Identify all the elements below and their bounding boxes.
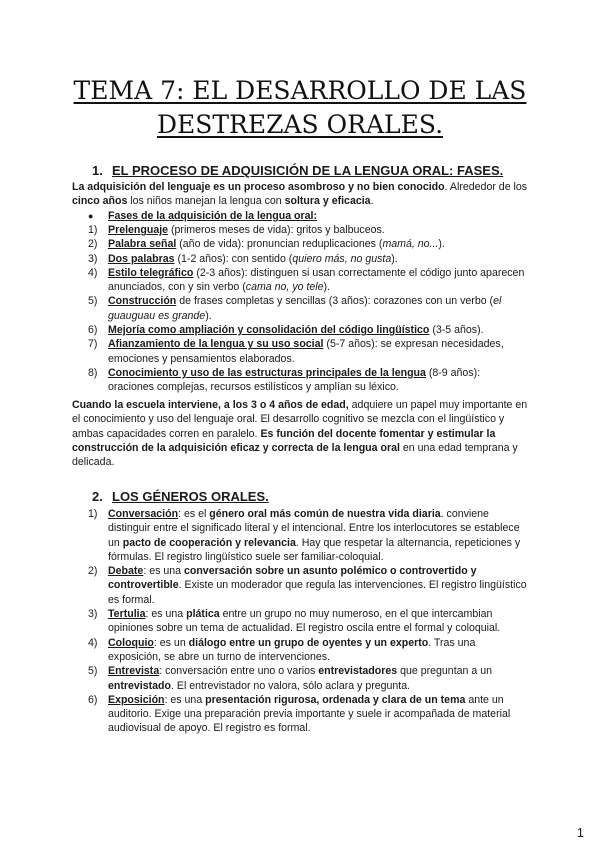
bullet-label: Fases de la adquisición de la lengua oral:: [108, 210, 317, 222]
phase-text: (primeros meses de vida): gritos y balbuceos.: [168, 224, 385, 236]
genre-text: . El entrevistador no valora, sólo aclara y pregunta.: [171, 679, 411, 692]
genre-term: Conversación: [108, 508, 179, 520]
intro-text: . Alrededor de los: [444, 181, 528, 193]
genre-bold: conversación sobre un asunto polémico o controvertido y controvertible: [108, 565, 477, 592]
list-item: [72, 366, 528, 395]
list-item: [72, 607, 528, 636]
phase-text: (1-2 años): con sentido (: [174, 252, 293, 265]
section-title: EL PROCESO DE ADQUISICIÓN DE LA LENGUA ORAL: FASES.: [112, 163, 504, 178]
section-title: LOS GÉNEROS ORALES.: [112, 489, 269, 504]
section-number: 1.: [92, 163, 103, 178]
phase-text: (8-9 años): oraciones complejas, recursos estilísticos y amplían su léxico.: [108, 366, 481, 394]
genre-text: . Hay que respetar la alternancia, repeticiones y fórmulas. El registro lingüístico suele ser familiar-coloquial.: [108, 536, 521, 563]
genre-bold: entrevistadores: [318, 665, 398, 678]
phase-text: de frases completas y sencillas (3 años): corazones con un verbo (: [176, 295, 494, 308]
phase-text: (2-3 años): distinguen si usan correctamente el código junto aparecen anunciados, con y sin verbo (: [108, 266, 525, 294]
genre-term: Debate: [108, 565, 144, 578]
phases-bullet: [72, 209, 528, 223]
list-item: [72, 237, 528, 251]
page-title: TEMA 7: EL DESARROLLO DE LAS DESTREZAS ORALES.: [73, 76, 527, 139]
genre-text: . Tras una exposición, se abre un turno de intervenciones.: [108, 636, 476, 663]
list-item: [72, 294, 528, 323]
genre-bold: plática: [186, 608, 220, 621]
page-number: 1: [576, 825, 584, 840]
genre-bold: diálogo entre un grupo de oyentes y un experto: [188, 636, 429, 649]
genre-text: . conviene distinguir entre el significado literal y el intencional. Entre los interlocutores se establece un: [108, 508, 520, 549]
phase-term: Dos palabras: [108, 252, 175, 265]
section-1-heading: [92, 163, 503, 179]
genre-text: : es una: [143, 565, 184, 578]
genre-text: . Existe un moderador que regula las intervenciones. El registro lingüístico es formal.: [108, 579, 527, 606]
genre-text: : es una: [164, 693, 206, 706]
genre-text: : es el: [178, 508, 210, 520]
closing-paragraph: [72, 398, 528, 469]
intro-text: .: [370, 195, 374, 208]
genre-text: : es un: [153, 636, 189, 649]
phase-text-end: ).: [391, 252, 398, 265]
section-number: 2.: [92, 489, 103, 504]
phase-term: Prelenguaje: [108, 224, 169, 236]
intro-text: los niños manejan la lengua con: [127, 195, 285, 208]
closing-text: adquiere un papel muy importante en el conocimiento y uso del lenguaje oral. El desarrollo cognitivo se mezcla con el lingüístico y ambas capacidades corren en paralelo.: [72, 399, 528, 440]
closing-text: en una edad temprana y delicada.: [72, 441, 518, 469]
phase-term: Mejoría como ampliación y consolidación del código lingüístico: [108, 324, 430, 337]
intro-paragraph: [72, 180, 528, 209]
phase-example: el guauguau es grande: [108, 295, 502, 322]
genre-bold: género oral más común de nuestra vida diaria: [209, 508, 441, 520]
list-item: [72, 636, 528, 665]
item-number: 2): [88, 238, 98, 251]
phase-term: Estilo telegráfico: [108, 266, 194, 279]
phase-example: cama no, yo tele: [245, 281, 324, 294]
genre-term: Exposición: [108, 693, 165, 706]
item-number: 8): [88, 366, 98, 379]
item-number: 7): [88, 338, 98, 351]
genre-text: que preguntan a un: [397, 665, 492, 678]
section-2-heading: [92, 489, 269, 505]
closing-bold: Es función del docente fomentar y estimular la construcción de la adquisición eficaz y correcta de la lengua oral: [72, 427, 496, 454]
list-item: [72, 507, 528, 564]
list-item: [72, 693, 528, 736]
phase-text-end: ).: [438, 238, 445, 251]
list-item: [72, 664, 528, 693]
genre-bold: entrevistado: [108, 679, 171, 692]
phase-term: Palabra señal: [108, 238, 177, 251]
genre-text: ante un auditorio. Exige una preparación previa importante y suele ir acompañada de material audiovisual de apoyo. El registro es formal.: [108, 693, 511, 735]
item-number: 3): [88, 252, 98, 265]
genre-term: Tertulia: [108, 608, 146, 621]
phase-text: (año de vida): pronuncian reduplicaciones (: [176, 238, 383, 251]
item-number: 4): [88, 636, 98, 649]
intro-bold: cinco años: [72, 195, 128, 208]
genre-text: : conversación entre uno o varios: [159, 665, 319, 678]
phase-text-end: ).: [205, 309, 212, 322]
phase-text-end: ).: [323, 281, 331, 294]
item-number: 6): [88, 324, 98, 337]
phases-list: [72, 223, 528, 395]
phase-term: Conocimiento y uso de las estructuras principales de la lengua: [108, 366, 426, 379]
item-number: 3): [88, 608, 98, 621]
genre-term: Coloquio: [108, 636, 154, 649]
phase-text: (5-7 años): se expresan necesidades, emociones y pensamientos elaborados.: [108, 338, 504, 365]
genre-text: entre un grupo no muy numeroso, en el que intercambian opiniones sobre un tema de actualidad. El registro oscila entre el formal y coloquial.: [108, 608, 501, 635]
genre-text: : es una: [145, 608, 187, 621]
phase-term: Construcción: [108, 295, 177, 308]
list-item: [72, 323, 528, 337]
item-number: 5): [88, 295, 98, 308]
genre-bold: presentación rigurosa, ordenada y clara de un tema: [205, 693, 466, 706]
item-number: 2): [88, 565, 98, 578]
item-number: 5): [88, 665, 98, 678]
item-number: 6): [88, 693, 98, 706]
item-number: 4): [88, 266, 98, 279]
phase-example: quiero más, no gusta: [292, 252, 392, 265]
list-item: [72, 337, 528, 366]
intro-bold: La adquisición del lenguaje es un proceso asombroso y no bien conocido: [72, 181, 445, 193]
genres-list: [72, 507, 528, 736]
bullet-dot-icon: ●: [88, 211, 94, 221]
list-item: [72, 266, 528, 295]
genre-term: Entrevista: [108, 665, 160, 678]
phase-text: (3-5 años).: [429, 324, 484, 337]
phase-example: mamá, no...: [382, 238, 439, 251]
closing-bold: Cuando la escuela interviene, a los 3 o 4 años de edad,: [72, 399, 349, 411]
genre-bold: pacto de cooperación y relevancia: [122, 536, 296, 549]
item-number: 1): [88, 508, 98, 520]
list-item: [72, 252, 528, 266]
item-number: 1): [88, 224, 98, 236]
list-item: [72, 223, 528, 237]
phase-term: Afianzamiento de la lengua y su uso social: [108, 338, 324, 351]
intro-bold: soltura y eficacia: [284, 195, 371, 208]
list-item: [72, 564, 528, 607]
